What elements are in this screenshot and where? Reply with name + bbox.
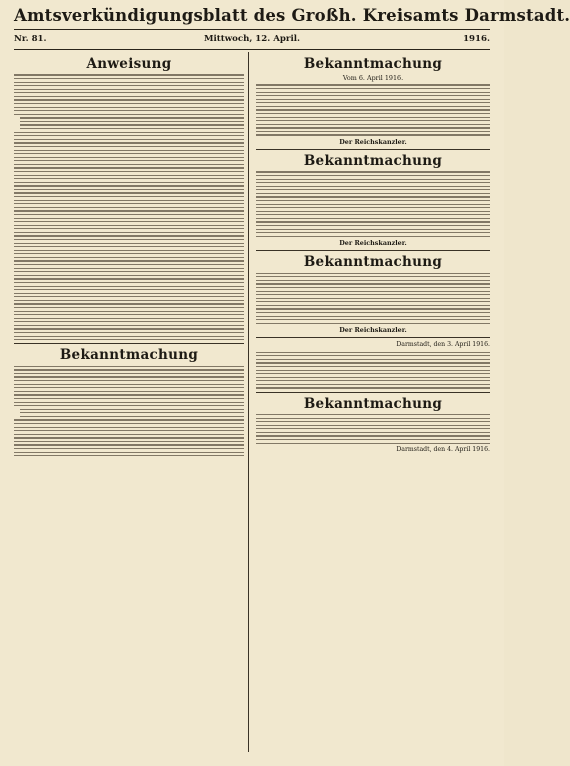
body-text: [256, 273, 490, 324]
place-date: Darmstadt, den 4. April 1916.: [396, 446, 490, 454]
body-text: [14, 250, 244, 291]
section-separator: [256, 337, 490, 338]
section-date: Vom 6. April 1916.: [342, 74, 404, 82]
section-title: Anweisung: [86, 56, 172, 72]
section-title: Bekanntmachung: [303, 395, 443, 412]
signature: Der Reichskanzler.: [339, 137, 407, 146]
body-text: [256, 352, 490, 389]
body-text: [14, 189, 244, 219]
body-text: [256, 171, 490, 237]
section-title: Bekanntmachung: [303, 152, 443, 169]
section-title: Bekanntmachung: [303, 254, 443, 271]
body-text: [14, 293, 244, 341]
signature: Der Reichskanzler.: [339, 239, 407, 248]
reference-row: [256, 341, 490, 349]
body-text: [14, 74, 244, 165]
body-text: [14, 221, 244, 247]
place-date: Darmstadt, den 3. April 1916.: [396, 341, 490, 349]
issue-number: Nr. 81.: [14, 34, 47, 44]
section-separator: [14, 343, 244, 344]
section-title: Bekanntmachung: [303, 56, 443, 72]
issue-year: 1916.: [463, 34, 490, 44]
body-text: [256, 84, 490, 135]
infobar-rule: [14, 49, 490, 50]
right-column: [256, 54, 490, 455]
left-column: [14, 54, 244, 459]
issue-date: Mittwoch, 12. April.: [204, 34, 300, 44]
masthead-rule: [14, 29, 490, 30]
section-separator: [256, 250, 490, 251]
section-separator: [256, 392, 490, 393]
body-text: [256, 414, 490, 444]
body-text: [14, 366, 244, 457]
section-separator: [256, 149, 490, 150]
column-divider: [248, 52, 249, 752]
issue-info-bar: [14, 34, 490, 48]
body-text: [14, 167, 244, 186]
signature: Der Reichskanzler.: [339, 326, 407, 335]
masthead-title: Amtsverkündigungsblatt des Großh. Kreisamts Darmstadt.: [14, 6, 570, 25]
section-title: Bekanntmachung: [59, 347, 199, 364]
